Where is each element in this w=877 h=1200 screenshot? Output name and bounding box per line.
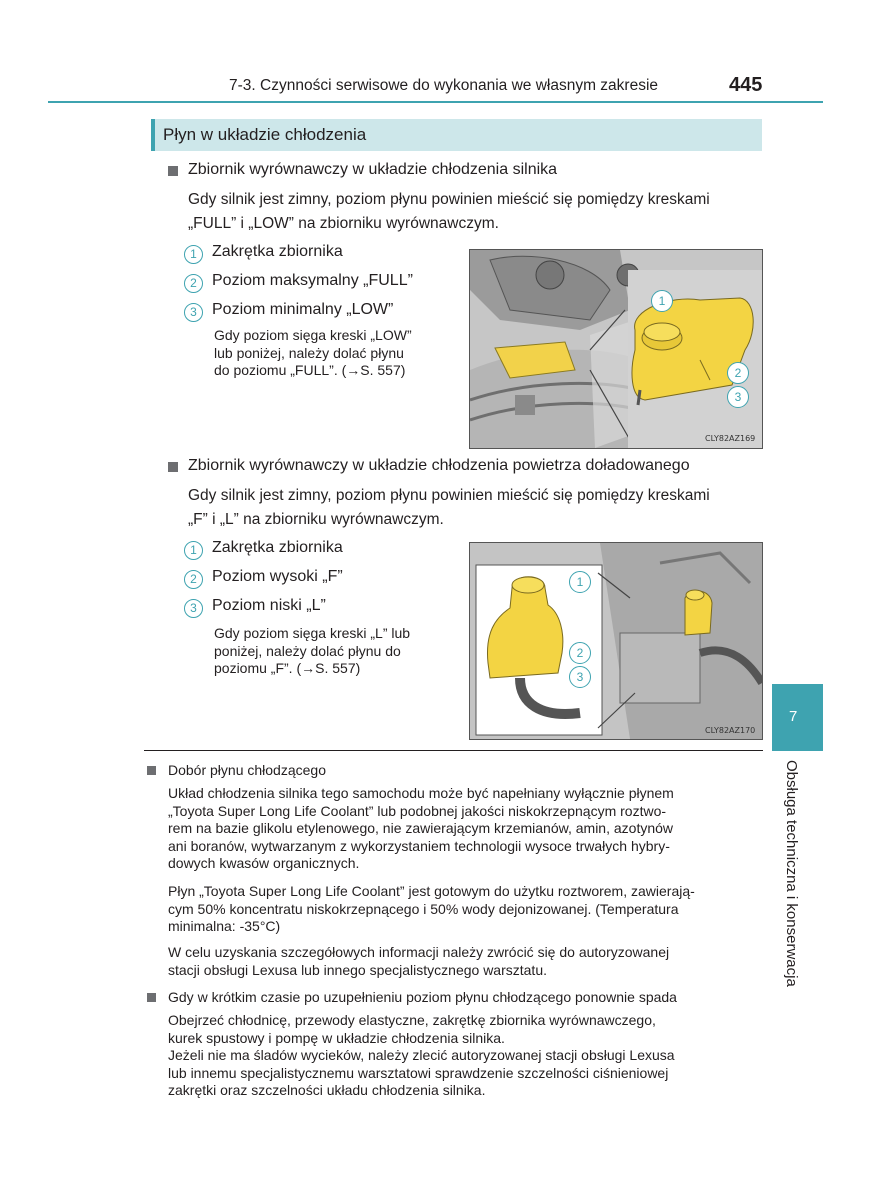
engine-bay-drawing: [470, 250, 762, 448]
coolant-choice-para2: [168, 883, 762, 936]
text-line: ani boranów, wytwarzanym z wykorzystaniem technologii wysoce trwałych hybry-: [168, 837, 670, 854]
engine-image-caption: CLY82AZ169: [705, 434, 756, 443]
section-divider: [144, 750, 763, 751]
turbo-tank-item-1: Zakrętka zbiornika: [212, 539, 343, 556]
turbo-image-caption: CLY82AZ170: [705, 726, 756, 735]
text-line: minimalna: -35°C): [168, 918, 281, 934]
coolant-choice-para1: [168, 785, 762, 873]
page-number: 445: [729, 74, 763, 96]
coolant-choice-heading: Dobór płynu chłodzącego: [168, 762, 326, 778]
text-line: lub innemu specjalistycznemu warsztatowi sprawdzenie szczelności ciśnieniowej: [168, 1064, 669, 1081]
callout-1-icon: 1: [184, 245, 203, 264]
engine-callout-2-icon: 2: [727, 362, 749, 384]
callout-1-icon: 1: [184, 541, 203, 560]
engine-tank-intro-line2: „FULL” i „LOW” na zbiorniku wyrównawczym.: [188, 215, 499, 232]
chapter-side-label: Obsługa techniczna i konserwacja: [783, 760, 800, 987]
engine-callout-1-icon: 1: [651, 290, 673, 312]
engine-tank-item-1: Zakrętka zbiornika: [212, 243, 343, 260]
engine-tank-note: [214, 327, 412, 380]
engine-callout-3-icon: 3: [727, 386, 749, 408]
engine-tank-item-2: Poziom maksymalny „FULL”: [212, 272, 413, 289]
callout-3-icon: 3: [184, 303, 203, 322]
chapter-title: 7-3. Czynności serwisowe do wykonania we własnym zakresie: [229, 77, 659, 94]
turbo-tank-intro-line2: „F” i „L” na zbiorniku wyrównawczym.: [188, 511, 444, 528]
bullet-square-icon: [168, 166, 178, 176]
turbo-tank-item-2: Poziom wysoki „F”: [212, 568, 343, 585]
text-line: Układ chłodzenia silnika tego samochodu może być napełniany wyłącznie płynem: [168, 785, 674, 801]
text-line: stacji obsługi Lexusa lub innego specjalistycznego warsztatu.: [168, 961, 547, 978]
text-line: zakrętki oraz szczelności układu chłodzenia silnika.: [168, 1082, 486, 1098]
bullet-square-icon: [147, 993, 156, 1002]
engine-tank-intro-line1: Gdy silnik jest zimny, poziom płynu powinien mieścić się pomiędzy kreskami: [188, 191, 710, 208]
engine-tank-illustration: [469, 249, 763, 449]
coolant-choice-para3: [168, 944, 762, 979]
text-line: cym 50% koncentratu niskokrzepnącego i 50% wody dejonizowanej. (Temperatura: [168, 900, 679, 917]
bullet-square-icon: [147, 766, 156, 775]
callout-2-icon: 2: [184, 570, 203, 589]
text-line: „Toyota Super Long Life Coolant” lub podobnej jakości niskokrzepnącym roztwo-: [168, 802, 667, 819]
bullet-square-icon: [168, 462, 178, 472]
text-line: Jeżeli nie ma śladów wycieków, należy zlecić autoryzowanej stacji obsługi Lexusa: [168, 1047, 675, 1063]
text-line: kurek spustowy i pompę w układzie chłodzenia silnika.: [168, 1029, 505, 1046]
header-rule: [48, 101, 823, 103]
text-line: W celu uzyskania szczegółowych informacji należy zwrócić się do autoryzowanej: [168, 944, 670, 960]
turbo-tank-intro: [188, 484, 710, 532]
engine-tank-intro: [188, 188, 710, 236]
section-title: Płyn w układzie chłodzenia: [163, 125, 367, 144]
callout-2-icon: 2: [184, 274, 203, 293]
text-line: rem na bazie glikolu etylenowego, nie zawierającym krzemianów, amin, azotynów: [168, 820, 674, 836]
turbo-bay-drawing: [470, 543, 762, 739]
engine-tank-heading: Zbiornik wyrównawczy w układzie chłodzenia silnika: [188, 161, 558, 178]
level-drop-body: [168, 1012, 762, 1100]
chapter-tab: [772, 684, 823, 751]
turbo-tank-note: [214, 625, 410, 678]
turbo-tank-illustration: [469, 542, 763, 740]
turbo-tank-note-line: Gdy poziom sięga kreski „L” lub: [214, 625, 411, 641]
text-line: Płyn „Toyota Super Long Life Coolant” jest gotowym do użytku roztworem, zawierają-: [168, 883, 695, 899]
engine-tank-note-line: Gdy poziom sięga kreski „LOW”: [214, 327, 412, 343]
chapter-tab-number: 7: [789, 708, 798, 725]
level-drop-heading: Gdy w krótkim czasie po uzupełnieniu poziom płynu chłodzącego ponownie spada: [168, 989, 677, 1005]
engine-tank-note-line: lub poniżej, należy dolać płynu: [214, 344, 404, 361]
turbo-callout-2-icon: 2: [569, 642, 591, 664]
turbo-callout-1-icon: 1: [569, 571, 591, 593]
text-line: dowych kwasów organicznych.: [168, 855, 360, 871]
turbo-tank-note-line: poziomu „F”. (→S. 557): [214, 660, 361, 676]
engine-tank-note-line: do poziomu „FULL”. (→S. 557): [214, 362, 406, 378]
engine-tank-item-3: Poziom minimalny „LOW”: [212, 301, 394, 318]
turbo-tank-note-line: poniżej, należy dolać płynu do: [214, 642, 401, 659]
text-line: Obejrzeć chłodnicę, przewody elastyczne, zakrętkę zbiornika wyrównawczego,: [168, 1012, 656, 1028]
callout-3-icon: 3: [184, 599, 203, 618]
turbo-tank-item-3: Poziom niski „L”: [212, 597, 326, 614]
turbo-tank-intro-line1: Gdy silnik jest zimny, poziom płynu powinien mieścić się pomiędzy kreskami: [188, 487, 710, 504]
turbo-tank-heading: Zbiornik wyrównawczy w układzie chłodzenia powietrza doładowanego: [188, 457, 690, 474]
turbo-callout-3-icon: 3: [569, 666, 591, 688]
